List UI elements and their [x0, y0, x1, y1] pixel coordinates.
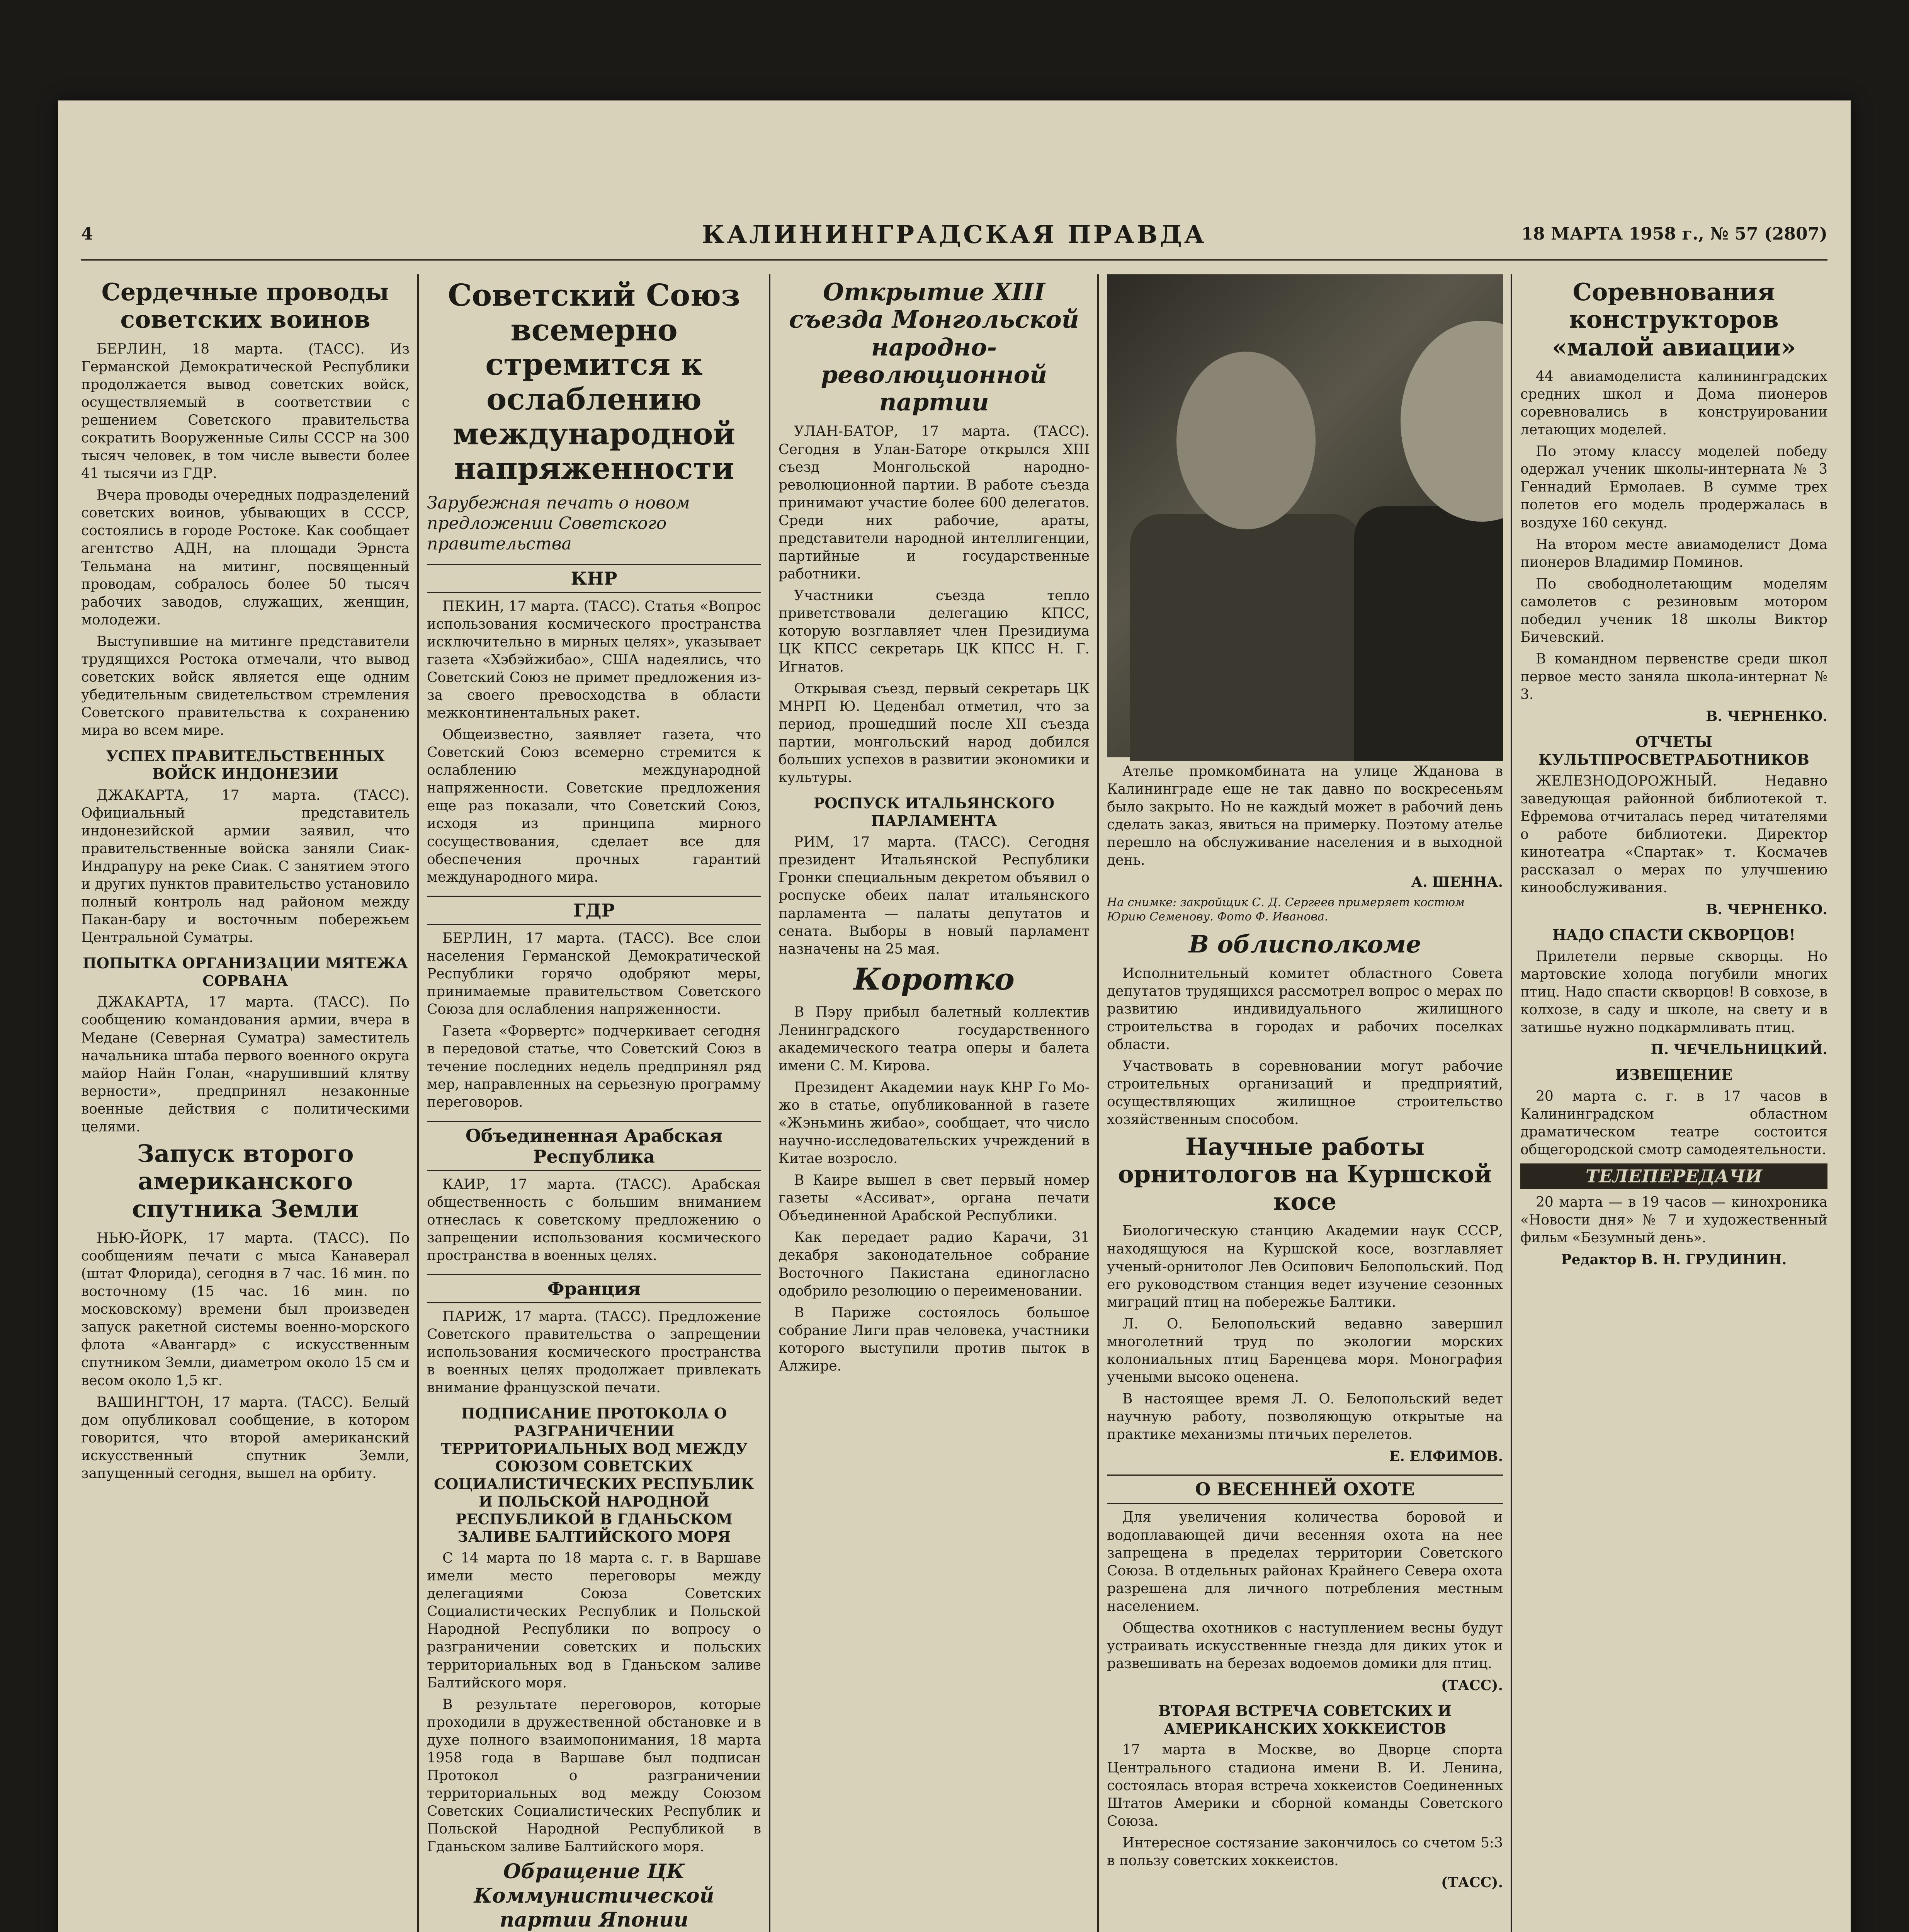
newspaper-page	[81, 216, 1827, 1932]
article-paragraph: ЖЕЛЕЗНОДОРОЖНЫЙ. Недавно заведующая районной библиотекой т. Ефремова отчиталась перед читателями о работе библиотеки. Директор кинотеатра «Спартак» т. Космачев рассказал о мерах по улучшению кинообслуживания.	[1520, 773, 1827, 896]
article-paragraph: ДЖАКАРТА, 17 марта. (ТАСС). Официальный представитель индонезийской армии заявил, что правительственные войска заняли Сиак-Индрапуру на реке Сиак. С занятием этого и других пунктов правительство установило полный контроль над районом между Пакан-бару и восточным побережьем Центральной Суматры.	[81, 787, 410, 946]
byline: П. ЧЕЧЕЛЬНИЦКИЙ.	[1651, 1041, 1827, 1058]
article-paragraph: В Пэру прибыл балетный коллектив Ленинградского государственного академического театра оперы и балета имени С. М. Кирова.	[779, 1004, 1090, 1074]
column-1	[81, 274, 410, 1932]
article-title: ВТОРАЯ ВСТРЕЧА СОВЕТСКИХ И АМЕРИКАНСКИХ ХОККЕИСТОВ	[1158, 1702, 1452, 1737]
article-paragraph: 17 марта в Москве, во Дворце спорта Центрального стадиона имени В. И. Ленина, состоялась вторая встреча хоккеистов Соединенных Штатов Америки и сборной команды Советского Союза.	[1107, 1742, 1503, 1829]
article-paragraph: ДЖАКАРТА, 17 марта. (ТАСС). По сообщению командования армии, вчера в Медане (Северная Суматра) заместитель начальника штаба первого военного округа майор Найн Голан, «нарушивший клятву верности», предпринял незаконные военные действия с политическими целями.	[81, 994, 410, 1135]
article-paragraph: БЕРЛИН, 18 марта. (ТАСС). Из Германской Демократической Республики продолжается вывод советских войск, осуществляемый в соответствии с решением Советского правительства сократить Вооруженные Силы СССР на 300 тысяч человек, в том числе вывести более 41 тысячи из ГДР.	[81, 341, 410, 482]
column-rule	[1511, 274, 1512, 1932]
article-title: РОСПУСК ИТАЛЬЯНСКОГО ПАРЛАМЕНТА	[813, 794, 1055, 830]
article-subtitle: Зарубежная печать о новом предложении Советского правительства	[427, 493, 690, 554]
article-paragraph: Как передает радио Карачи, 31 декабря законодательное собрание Восточного Пакистана единогласно одобрило резолюцию о переименовании.	[779, 1230, 1090, 1299]
article-paragraph: С 14 марта по 18 марта с. г. в Варшаве имели место переговоры между делегациями Союза Советских Социалистических Республик и Польской Народной Республики по вопросу о разграничении советских и польских территориальных вод в Гданьском заливе Балтийского моря.	[427, 1550, 761, 1691]
article-paragraph: На втором месте авиамоделист Дома пионеров Владимир Поминов.	[1520, 536, 1827, 570]
article-paragraph: 44 авиамоделиста калининградских средних школ и Дома пионеров соревновались в конструировании летающих моделей.	[1520, 368, 1827, 438]
article-paragraph: КАИР, 17 марта. (ТАСС). Арабская общественность с большим вниманием отнеслась к советскому предложению о запрещении использования космического пространства в военных целях.	[427, 1176, 761, 1264]
article-paragraph: Интересное состязание закончилось со счетом 5:3 в пользу советских хоккеистов.	[1107, 1835, 1503, 1869]
article-title: ОТЧЕТЫ КУЛЬТПРОСВЕТРАБОТНИКОВ	[1538, 733, 1809, 768]
section-heading: КНР	[427, 564, 761, 593]
article-title: Научные работы орнитологов на Куршской косе	[1118, 1132, 1492, 1216]
article-paragraph: В настоящее время Л. О. Белопольский ведет научную работу, позволяющую открытые на практике механизмы птичьих перелетов.	[1107, 1391, 1503, 1443]
article-paragraph: По этому классу моделей победу одержал ученик школы-интерната № 3 Геннадий Ермолаев. В сумме трех полетов его модель продержалась в воздухе 160 секунд.	[1520, 444, 1827, 531]
article-title: НАДО СПАСТИ СКВОРЦОВ!	[1552, 926, 1795, 944]
article-paragraph: НЬЮ-ЙОРК, 17 марта. (ТАСС). По сообщениям печати с мыса Канаверал (штат Флорида), сегодня в 7 час. 16 мин. по восточному (15 час. 16 мин. по московскому) времени был произведен запуск ракетной системы военно-морского флота «Авангард» с искусственным спутником Земли, диаметром около 15 см и весом около 1,5 кг.	[81, 1230, 410, 1389]
column-rule	[769, 274, 770, 1932]
article-paragraph: ВАШИНГТОН, 17 марта. (ТАСС). Белый дом опубликовал сообщение, в котором говорится, что второй американский искусственный спутник Земли, запущенный сегодня, вышел на орбиту.	[81, 1394, 410, 1481]
section-heading: Франция	[427, 1274, 761, 1303]
article-paragraph: В Париже состоялось большое собрание Лиги прав человека, участники которого выступили против пыток в Алжире.	[779, 1304, 1090, 1374]
tv-heading: ТЕЛЕПЕРЕДАЧИ	[1520, 1163, 1827, 1189]
byline: (ТАСС).	[1441, 1677, 1503, 1694]
article-paragraph: Вчера проводы очередных подразделений советских воинов, убывающих в СССР, состоялись в городе Ростоке. Как сообщает агентство АДН, на площади Эрнста Тельмана на митинг, посвященный проводам, собралось более 50 тысяч рабочих заводов, служащих, женщин, молодежи.	[81, 487, 410, 628]
article-title: Обращение ЦК Коммунистической партии Японии	[474, 1860, 714, 1932]
column-4	[1107, 274, 1503, 1932]
article-paragraph: ПЕКИН, 17 марта. (ТАСС). Статья «Вопрос использования космического пространства исключительно в мирных целях», указывает газета «Хэбэйжибао», США надеялись, что Советский Союз не примет предложения из-за своего превосходства в области межконтинентальных ракет.	[427, 598, 761, 721]
article-paragraph: В командном первенстве среди школ первое место заняла школа-интернат № 3.	[1520, 651, 1827, 703]
article-paragraph: Прилетели первые скворцы. Но мартовские холода погубили многих птиц. Надо спасти скворцов! В совхозе, в колхозе, в саду и школе, на свету и в затишье нужно подкармливать птиц.	[1520, 948, 1827, 1036]
article-paragraph: УЛАН-БАТОР, 17 марта. (ТАСС). Сегодня в Улан-Баторе открылся XIII съезд Монгольской народно-революционной партии. В работе съезда принимают участие более 600 делегатов. Среди них рабочие, араты, представители народной интеллигенции, партийные и государственные работники.	[779, 423, 1090, 582]
article-paragraph: Общеизвестно, заявляет газета, что Советский Союз всемерно стремится к ослаблению международной напряженности. Советские предложения еще раз показали, что Советский Союз, исходя из принципа мирного сосуществования, сделает все для обеспечения прочных гарантий международного мира.	[427, 727, 761, 885]
article-paragraph: 20 марта — в 19 часов — кинохроника «Новости дня» № 7 и художественный фильм «Безумный день».	[1520, 1194, 1827, 1246]
article-title: Открытие XIII съезда Монгольской народно-революционной партии	[789, 278, 1079, 417]
byline: (ТАСС).	[1441, 1874, 1503, 1891]
column-5	[1520, 274, 1827, 1932]
section-heading: О ВЕСЕННЕЙ ОХОТЕ	[1107, 1475, 1503, 1504]
masthead	[81, 216, 1827, 261]
article-paragraph: Общества охотников с наступлением весны будут устраивать искусственные гнезда для диких уток и развешивать на березах водоемов домики для птиц.	[1107, 1620, 1503, 1672]
article-paragraph: В результате переговоров, которые проходили в дружественной обстановке и в духе полного взаимопонимания, 18 марта 1958 года в Варшаве был подписан Протокол о разграничении территориальных вод между Союзом Советских Социалистических Республик и Польской Народной Республикой в Гданьском заливе Балтийского моря.	[427, 1696, 761, 1855]
article-title: Советский Союз всемерно стремится к ослаблению международной напряженности	[448, 278, 740, 486]
article-paragraph: В Каире вышел в свет первый номер газеты «Ассиват», органа печати Объединенной Арабской Республики.	[779, 1172, 1090, 1224]
article-title: В облисполкоме	[1188, 930, 1421, 958]
column-2	[427, 274, 761, 1932]
column-rule	[1097, 274, 1099, 1932]
photo-caption: Ателье промкомбината на улице Жданова в Калининграде еще не так давно по воскресеньям было закрыто. Но не каждый может в рабочий день сделать заказ, явиться на примерку. Поэтому ателье перешло на обслуживание населения и в выходной день.	[1107, 764, 1503, 869]
byline: В. ЧЕРНЕНКО.	[1706, 708, 1827, 725]
article-paragraph: Л. О. Белопольский ведавно завершил многолетний труд по экологии морских колониальных птиц Баренцева моря. Монография учеными высоко оценена.	[1107, 1316, 1503, 1386]
photo-note: На снимке: закройщик С. Д. Сергеев примеряет костюм Юрию Семенову. Фото Ф. Иванова.	[1107, 895, 1465, 924]
notice-title: ИЗВЕЩЕНИЕ	[1615, 1066, 1733, 1084]
article-paragraph: ПАРИЖ, 17 марта. (ТАСС). Предложение Советского правительства о запрещении использования космического пространства в военных целях продолжает привлекать внимание французской печати.	[427, 1308, 761, 1396]
page-number: 4	[81, 224, 93, 244]
section-heading: ГДР	[427, 896, 761, 925]
article-paragraph: Президент Академии наук КНР Го Мо-жо в статье, опубликованной в газете «Жэньминь жибао», сообщает, что число научно-исследовательских учреждений в Китае возросло.	[779, 1079, 1090, 1167]
byline: А. ШЕННА.	[1411, 874, 1503, 891]
column-3	[779, 274, 1090, 1932]
article-paragraph: Выступившие на митинге представители трудящихся Ростока отмечали, что вывод советских войск является еще одним убедительным свидетельством стремления Советского правительства к сохранению мира во всем мире.	[81, 633, 410, 739]
byline: В. ЧЕРНЕНКО.	[1706, 901, 1827, 918]
newspaper-title: КАЛИНИНГРАДСКАЯ ПРАВДА	[702, 220, 1207, 249]
article-title: УСПЕХ ПРАВИТЕЛЬСТВЕННЫХ ВОЙСК ИНДОНЕЗИИ	[106, 747, 385, 782]
article-paragraph: Биологическую станцию Академии наук СССР, находящуюся на Куршской косе, возглавляет ученый-орнитолог Лев Осипович Белопольский. Под его руководством станция ведет изучение сезонных миграций птиц на побережье Балтики.	[1107, 1223, 1503, 1310]
article-paragraph: Для увеличения количества боровой и водоплавающей дичи весенняя охота на нее запрещена в пределах территории Советского Союза. В отдельных районах Крайнего Севера охота разрешена для личного потребления местным населением.	[1107, 1509, 1503, 1614]
section-heading: Объединенная Арабская Республика	[427, 1121, 761, 1171]
article-title: Запуск второго американского спутника Земли	[132, 1139, 359, 1223]
article-paragraph: РИМ, 17 марта. (ТАСС). Сегодня президент Итальянской Республики Гронки специальным декретом объявил о роспуске обеих палат итальянского парламента — палаты депутатов и сената. Выборы в новый парламент назначены на 25 мая.	[779, 834, 1090, 957]
article-title: ПОПЫТКА ОРГАНИЗАЦИИ МЯТЕЖА СОРВАНА	[83, 954, 408, 990]
article-paragraph: Участвовать в соревновании могут рабочие строительных организаций и предприятий, осуществляющих жилищное строительство хозяйственным способом.	[1107, 1058, 1503, 1128]
byline: Е. ЕЛФИМОВ.	[1389, 1448, 1503, 1465]
article-title: ПОДПИСАНИЕ ПРОТОКОЛА О РАЗГРАНИЧЕНИИ ТЕРРИТОРИАЛЬНЫХ ВОД МЕЖДУ СОЮЗОМ СОВЕТСКИХ СОЦИАЛИСТИЧЕСКИХ РЕСПУБЛИК И ПОЛЬСКОЙ НАРОДНОЙ РЕСПУБЛИКОЙ В ГДАНЬСКОМ ЗАЛИВЕ БАЛТИЙСКОГО МОРЯ	[434, 1405, 754, 1546]
article-paragraph: Исполнительный комитет областного Совета депутатов трудящихся рассмотрел вопрос о мерах по развитию индивидуального жилищного строительства в городах и рабочих поселках области.	[1107, 965, 1503, 1053]
issue-date: 18 МАРТА 1958 г., № 57 (2807)	[1521, 224, 1827, 244]
article-paragraph: По свободнолетающим моделям самолетов с резиновым мотором победил ученик 18 школы Виктор Бичевский.	[1520, 576, 1827, 645]
article-paragraph: Открывая съезд, первый секретарь ЦК МНРП Ю. Цеденбал отметил, что за период, прошедший после XII съезда партии, монгольский народ добился больших успехов в развитии экономики и культуры.	[779, 680, 1090, 786]
article-title: Соревнования конструкторов «малой авиации»	[1552, 278, 1796, 361]
editor-line: Редактор В. Н. ГРУДИНИН.	[1561, 1252, 1787, 1268]
article-paragraph: 20 марта с. г. в 17 часов в Калининградском областном драматическом театре состоится общегородской смотр самодеятельности.	[1520, 1088, 1827, 1158]
news-photo	[1107, 274, 1503, 757]
newspaper-scan	[58, 100, 1851, 1932]
short-news-heading: Коротко	[853, 961, 1015, 997]
article-paragraph: БЕРЛИН, 17 марта. (ТАСС). Все слои населения Германской Демократической Республики горячо одобряют меры, принимаемые правительством Советского Союза для ослабления напряженности.	[427, 930, 761, 1018]
column-rule	[417, 274, 419, 1932]
article-paragraph: Газета «Форвертс» подчеркивает сегодня в передовой статье, что Советский Союз в течение последних недель предпринял ряд мер, направленных на серьезную программу переговоров.	[427, 1023, 761, 1111]
article-title: Сердечные проводы советских воинов	[101, 278, 389, 334]
article-paragraph: Участники съезда тепло приветствовали делегацию КПСС, которую возглавляет член Президиума ЦК КПСС секретарь ЦК КПСС Н. Г. Игнатов.	[779, 588, 1090, 675]
